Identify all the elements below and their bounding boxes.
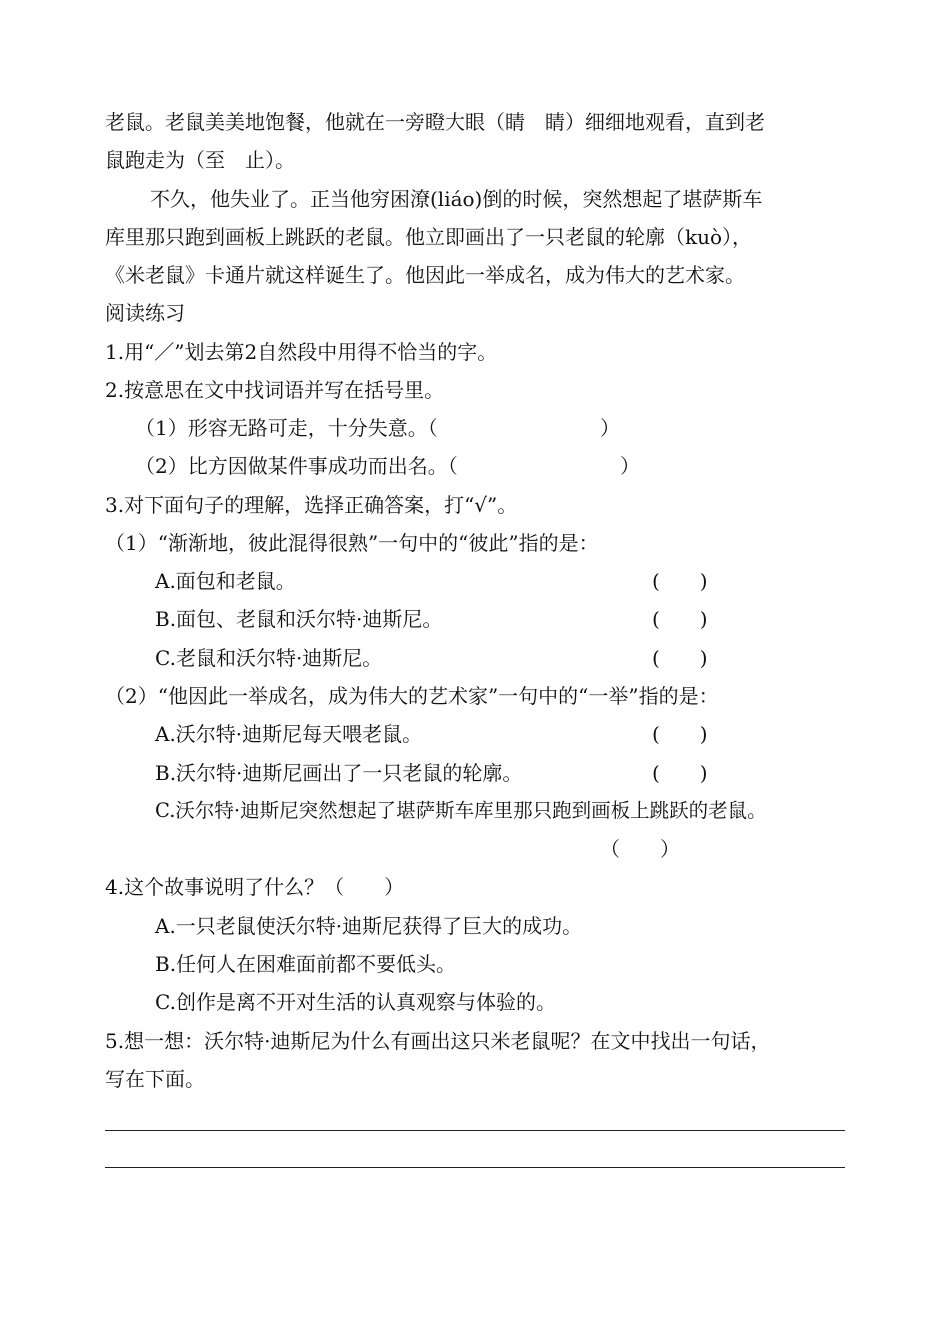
option-b: B.沃尔特·迪斯尼画出了一只老鼠的轮廓。	[155, 761, 523, 785]
exercise-title: 阅读练习	[105, 301, 185, 325]
question-5-line: 5.想一想：沃尔特·迪斯尼为什么有画出这只米老鼠呢？在文中找出一句话，	[105, 1029, 771, 1053]
option-c: C.沃尔特·迪斯尼突然想起了堪萨斯车库里那只跑到画板上跳跃的老鼠。	[155, 799, 767, 822]
option-a: A.沃尔特·迪斯尼每天喂老鼠。	[155, 722, 423, 746]
question-3-sub-1: （1）“渐渐地，彼此混得很熟”一句中的“彼此”指的是：	[105, 531, 599, 555]
question-2-stem: 2.按意思在文中找词语并写在括号里。	[105, 378, 445, 402]
answer-blank: ( )	[652, 722, 708, 746]
passage-line: 老鼠。老鼠美美地饱餐，他就在一旁瞪大眼（睛 睛）细细地观看，直到老	[105, 110, 765, 134]
answer-blank: ( )	[652, 569, 708, 593]
passage-line: 库里那只跑到画板上跳跃的老鼠。他立即画出了一只老鼠的轮廓（kuò），	[105, 225, 753, 249]
answer-line[interactable]	[105, 1130, 845, 1131]
passage-line: 《米老鼠》卡通片就这样诞生了。他因此一举成名，成为伟大的艺术家。	[105, 263, 745, 287]
passage-line: 鼠跑走为（至 止）。	[105, 148, 295, 172]
answer-line[interactable]	[105, 1167, 845, 1168]
option-a: A.面包和老鼠。	[155, 569, 296, 593]
passage-line: 不久，他失业了。正当他穷困潦(liáo)倒的时候，突然想起了堪萨斯车	[150, 187, 763, 211]
answer-bracket-close: ）	[620, 454, 640, 478]
option-c: C.老鼠和沃尔特·迪斯尼。	[155, 646, 383, 670]
question-3-stem: 3.对下面句子的理解，选择正确答案，打“√”。	[105, 493, 518, 517]
option-b: B.任何人在困难面前都不要低头。	[155, 952, 457, 976]
answer-blank: ( )	[652, 607, 708, 631]
question-2-item-1: （1）形容无路可走，十分失意。（	[135, 416, 438, 440]
question-1: 1.用“／”划去第2自然段中用得不恰当的字。	[105, 340, 498, 364]
option-c: C.创作是离不开对生活的认真观察与体验的。	[155, 990, 556, 1014]
option-a: A.一只老鼠使沃尔特·迪斯尼获得了巨大的成功。	[155, 914, 583, 938]
question-4-stem: 4.这个故事说明了什么？（ ）	[105, 875, 405, 899]
answer-blank: （ ）	[600, 837, 680, 861]
answer-blank: ( )	[652, 761, 708, 785]
question-3-sub-2: （2）“他因此一举成名，成为伟大的艺术家”一句中的“一举”指的是：	[105, 684, 719, 708]
answer-bracket-close: ）	[600, 416, 620, 440]
answer-blank: ( )	[652, 646, 708, 670]
option-b: B.面包、老鼠和沃尔特·迪斯尼。	[155, 607, 443, 631]
question-5-line: 写在下面。	[105, 1067, 205, 1091]
question-2-item-2: （2）比方因做某件事成功而出名。（	[135, 454, 458, 478]
